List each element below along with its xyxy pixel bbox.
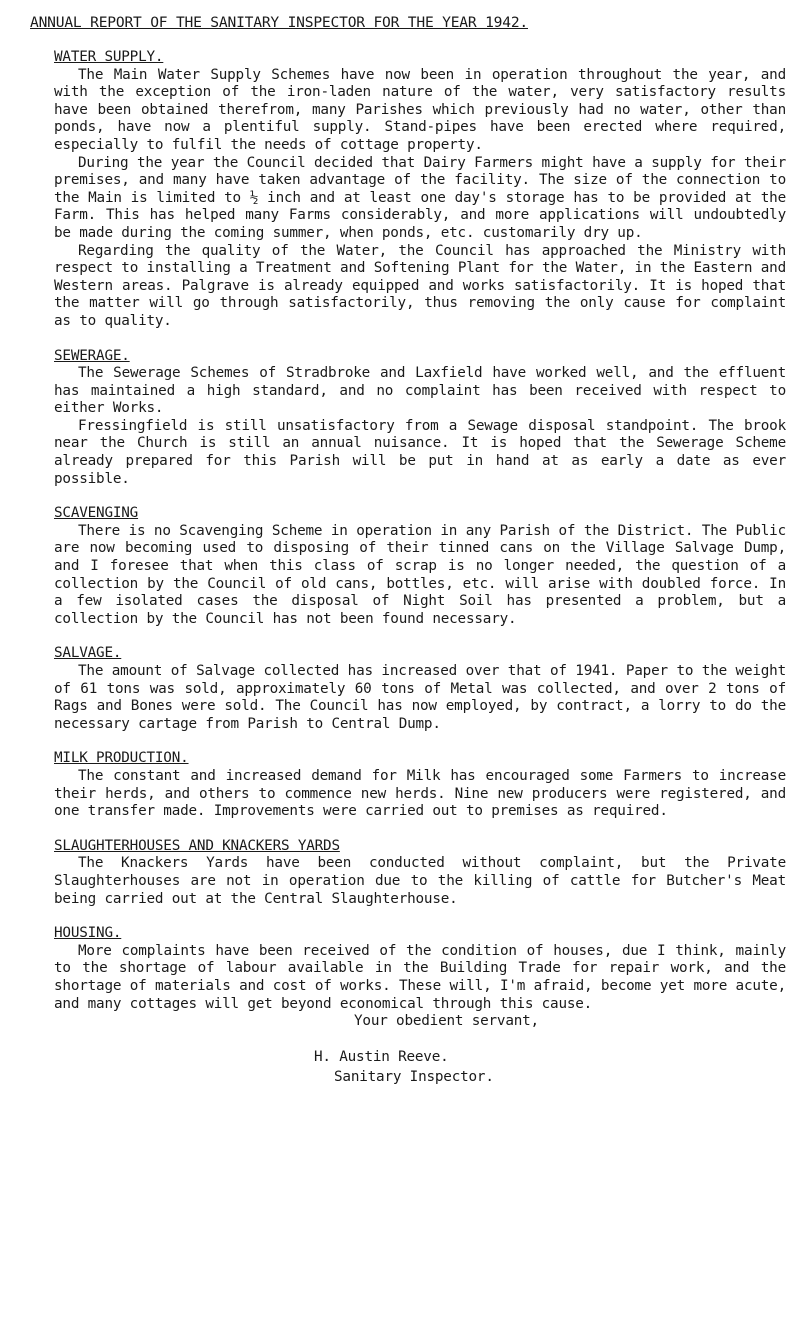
paragraph: Fressingfield is still unsatisfactory from a Sewage disposal standpoint. The brook near the Church is still an annual nuisance. It is hoped that the Sewerage Scheme already prepared for this Parish will be put in hand at as early a date as ever possible. [54,417,786,487]
paragraph: The Sewerage Schemes of Stradbroke and Laxfield have worked well, and the effluent has maintained a high standard, and no complaint has been received with respect to either Works. [54,365,786,417]
section-salvage [54,645,786,733]
paragraph: The constant and increased demand for Milk has encouraged some Farmers to increase their herds, and others to commence new herds. Nine new producers were registered, and one transfer made. Improvements were carried out to premises as required. [54,767,786,820]
section-milk-production [54,750,786,820]
paragraph: The Main Water Supply Schemes have now been in operation throughout the year, and with the exception of the iron-laden nature of the water, very satisfactory results have been obtained therefrom, many Parishes which previously had no water, other than ponds, have now a plentiful supply. Stand-pipes have been erected where required, especially to fulfil the needs of cottage property. [54,66,786,153]
section-heading: SCAVENGING [54,505,139,522]
section-heading: SEWERAGE. [54,347,130,364]
section-heading: SALVAGE. [54,645,122,662]
section-scavenging [54,505,786,628]
section-housing [54,925,786,1031]
section-heading: MILK PRODUCTION. [54,750,189,767]
section-slaughterhouses [54,838,786,908]
signature-block [54,1047,786,1087]
paragraph: There is no Scavenging Scheme in operation in any Parish of the District. The Public are now becoming used to disposing of their tinned cans on the Village Salvage Dump, and I foresee that when this class of scrap is no longer needed, the question of a collection by the Council of old cans, bottles, etc. will arise with doubled force. In a few isolated cases the disposal of Night Soil has presented a problem, but a collection by the Council has not been found necessary. [54,522,786,627]
paragraph: During the year the Council decided that Dairy Farmers might have a supply for their premises, and many have taken advantage of the facility. The size of the connection to the Main is limited to ½ inch and at least one day's storage has to be provided at the Farm. This has helped many Farms considerably, and more applications will undoubtedly be made during the coming summer, when ponds, etc. customarily dry up. [54,154,786,241]
section-water-supply [54,49,786,331]
paragraph: The amount of Salvage collected has increased over that of 1941. Paper to the weight of 61 tons was sold, approximately 60 tons of Metal was collected, and over 2 tons of Rags and Bones were sold. The Council has now employed, by contract, a lorry to do the necessary cartage from Parish to Central Dump. [54,663,786,732]
paragraph: The Knackers Yards have been conducted without complaint, but the Private Slaughterhouses are not in operation due to the killing of cattle for Butcher's Meat being carried out at the Central Slaughterhouse. [54,855,786,907]
section-heading: SLAUGHTERHOUSES AND KNACKERS YARDS [54,837,340,854]
closing-salutation: Your obedient servant, [354,1013,539,1030]
paragraph: More complaints have been received of the condition of houses, due I think, mainly to the shortage of labour available in the Building Trade for repair work, and the shortage of materials and cost of works. These will, I'm afraid, become yet more acute, and many cottages will get beyond economical through this cause. [54,942,786,1012]
section-heading: HOUSING. [54,925,122,942]
section-sewerage [54,348,786,489]
section-heading: WATER SUPPLY. [54,49,164,65]
report-title: ANNUAL REPORT OF THE SANITARY INSPECTOR FOR THE YEAR 1942. [30,14,528,31]
paragraph: Regarding the quality of the Water, the Council has approached the Ministry with respect to installing a Treatment and Softening Plant for the Water, in the Eastern and Western areas. Palgrave is already equipped and works satisfactorily. It is hoped that the matter will go through satisfactorily, thus removing the only cause for complaint as to quality. [54,242,786,329]
signature-title: Sanitary Inspector. [334,1068,494,1085]
signature-name: H. Austin Reeve. [314,1048,449,1065]
